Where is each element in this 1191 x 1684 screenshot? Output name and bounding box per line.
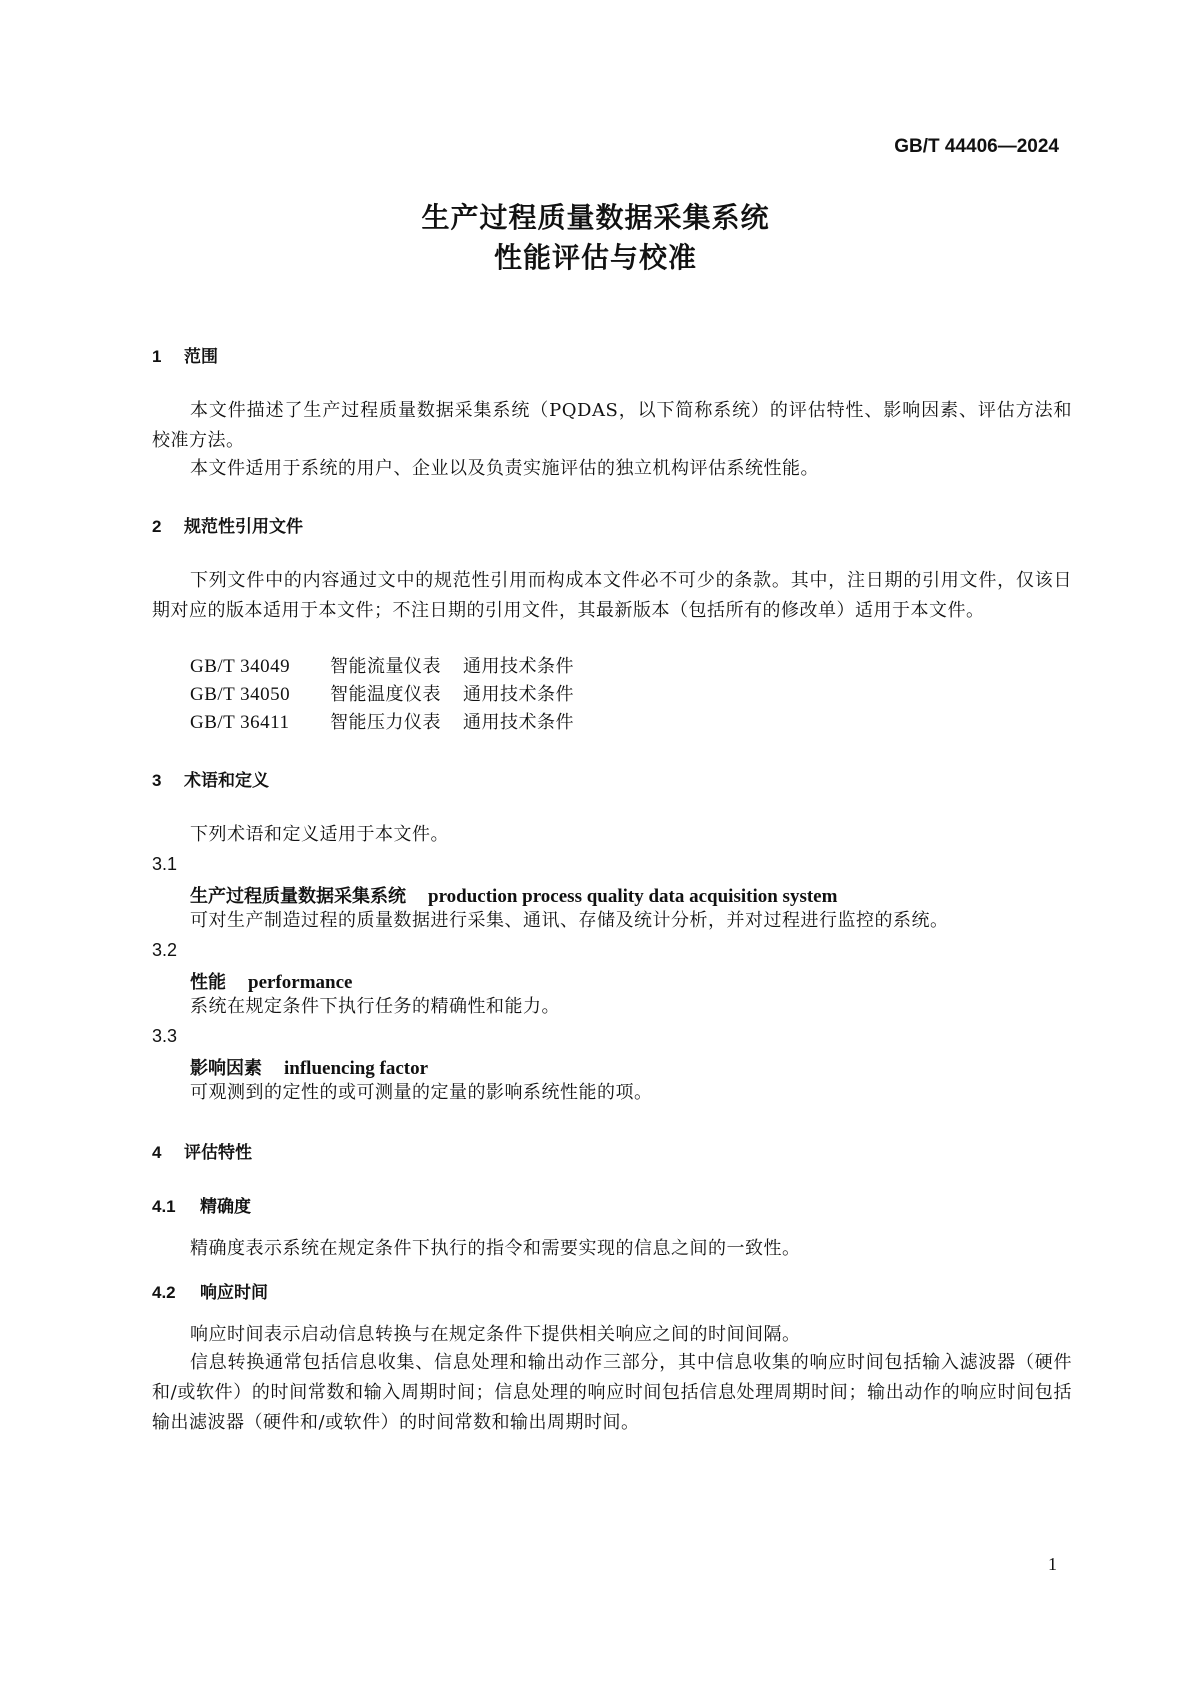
- term-heading: [190, 1054, 428, 1080]
- normative-reference: [190, 708, 574, 738]
- term-zh: 影响因素: [190, 1058, 262, 1079]
- term-heading: [190, 968, 352, 994]
- reference-code: GB/T 34049: [190, 656, 291, 677]
- section-4-heading: [152, 1138, 252, 1163]
- term-number: 3.3: [152, 1026, 178, 1046]
- term-definition: 系统在规定条件下执行任务的精确性和能力。: [190, 996, 560, 1017]
- section-1-heading: [152, 342, 218, 367]
- term-en: influencing factor: [284, 1058, 429, 1079]
- term-heading: [190, 882, 837, 908]
- document-title-line2: 性能评估与校准: [493, 241, 697, 274]
- reference-name: 智能压力仪表: [330, 712, 441, 733]
- page-number: 1: [1048, 1554, 1057, 1574]
- term-number: 3.2: [152, 940, 178, 960]
- document-title-line1: 生产过程质量数据采集系统: [421, 201, 770, 234]
- reference-desc: 通用技术条件: [463, 712, 574, 733]
- section-number: 1: [152, 347, 162, 366]
- term-definition: 可对生产制造过程的质量数据进行采集、通讯、存储及统计分析，并对过程进行监控的系统。: [190, 910, 949, 931]
- section-3-heading: [152, 766, 269, 791]
- section-title: 范围: [184, 347, 218, 367]
- subsection-title: 响应时间: [200, 1283, 268, 1303]
- reference-code: GB/T 34050: [190, 684, 291, 705]
- subsection-number: 4.2: [152, 1283, 176, 1302]
- section-title: 评估特性: [184, 1143, 252, 1163]
- reference-desc: 通用技术条件: [463, 656, 574, 677]
- section-number: 4: [152, 1143, 162, 1162]
- subsection-title: 精确度: [200, 1197, 251, 1217]
- subsection-4-1-heading: [152, 1192, 251, 1217]
- section-2-paragraph-1: 下列文件中的内容通过文中的规范性引用而构成本文件必不可少的条款。其中，注日期的引用文件，仅该日期对应的版本适用于本文件；不注日期的引用文件，其最新版本（包括所有的修改单）适用于本文件。: [152, 570, 1072, 621]
- reference-desc: 通用技术条件: [463, 684, 574, 705]
- term-zh: 生产过程质量数据采集系统: [190, 886, 406, 907]
- reference-name: 智能流量仪表: [330, 656, 441, 677]
- subsection-4-2-heading: [152, 1278, 268, 1303]
- term-en: performance: [248, 972, 353, 993]
- subsection-4-2-paragraph-2: 信息转换通常包括信息收集、信息处理和输出动作三部分，其中信息收集的响应时间包括输入滤波器（硬件和/或软件）的时间常数和输入周期时间；信息处理的响应时间包括信息处理周期时间；输出动作的响应时间包括输出滤波器（硬件和/或软件）的时间常数和输出周期时间。: [152, 1352, 1072, 1433]
- subsection-4-2-paragraph-1: 响应时间表示启动信息转换与在规定条件下提供相关响应之间的时间间隔。: [190, 1324, 801, 1345]
- normative-reference: [190, 652, 574, 682]
- section-3-intro: 下列术语和定义适用于本文件。: [190, 824, 449, 845]
- section-1-paragraph-1: 本文件描述了生产过程质量数据采集系统（PQDAS，以下简称系统）的评估特性、影响因素、评估方法和校准方法。: [152, 400, 1072, 451]
- section-number: 3: [152, 771, 162, 790]
- section-title: 规范性引用文件: [184, 517, 303, 537]
- section-1-paragraph-2: 本文件适用于系统的用户、企业以及负责实施评估的独立机构评估系统性能。: [190, 458, 819, 479]
- subsection-number: 4.1: [152, 1197, 176, 1216]
- normative-reference: [190, 680, 574, 710]
- standard-number: GB/T 44406—2024: [894, 136, 1059, 157]
- term-en: production process quality data acquisition system: [428, 886, 838, 907]
- reference-name: 智能温度仪表: [330, 684, 441, 705]
- section-2-heading: [152, 512, 303, 537]
- section-title: 术语和定义: [184, 771, 269, 791]
- reference-code: GB/T 36411: [190, 712, 290, 733]
- subsection-4-1-paragraph: 精确度表示系统在规定条件下执行的指令和需要实现的信息之间的一致性。: [190, 1238, 801, 1259]
- term-zh: 性能: [190, 972, 226, 993]
- term-definition: 可观测到的定性的或可测量的定量的影响系统性能的项。: [190, 1082, 653, 1103]
- term-number: 3.1: [152, 854, 178, 874]
- section-number: 2: [152, 517, 162, 536]
